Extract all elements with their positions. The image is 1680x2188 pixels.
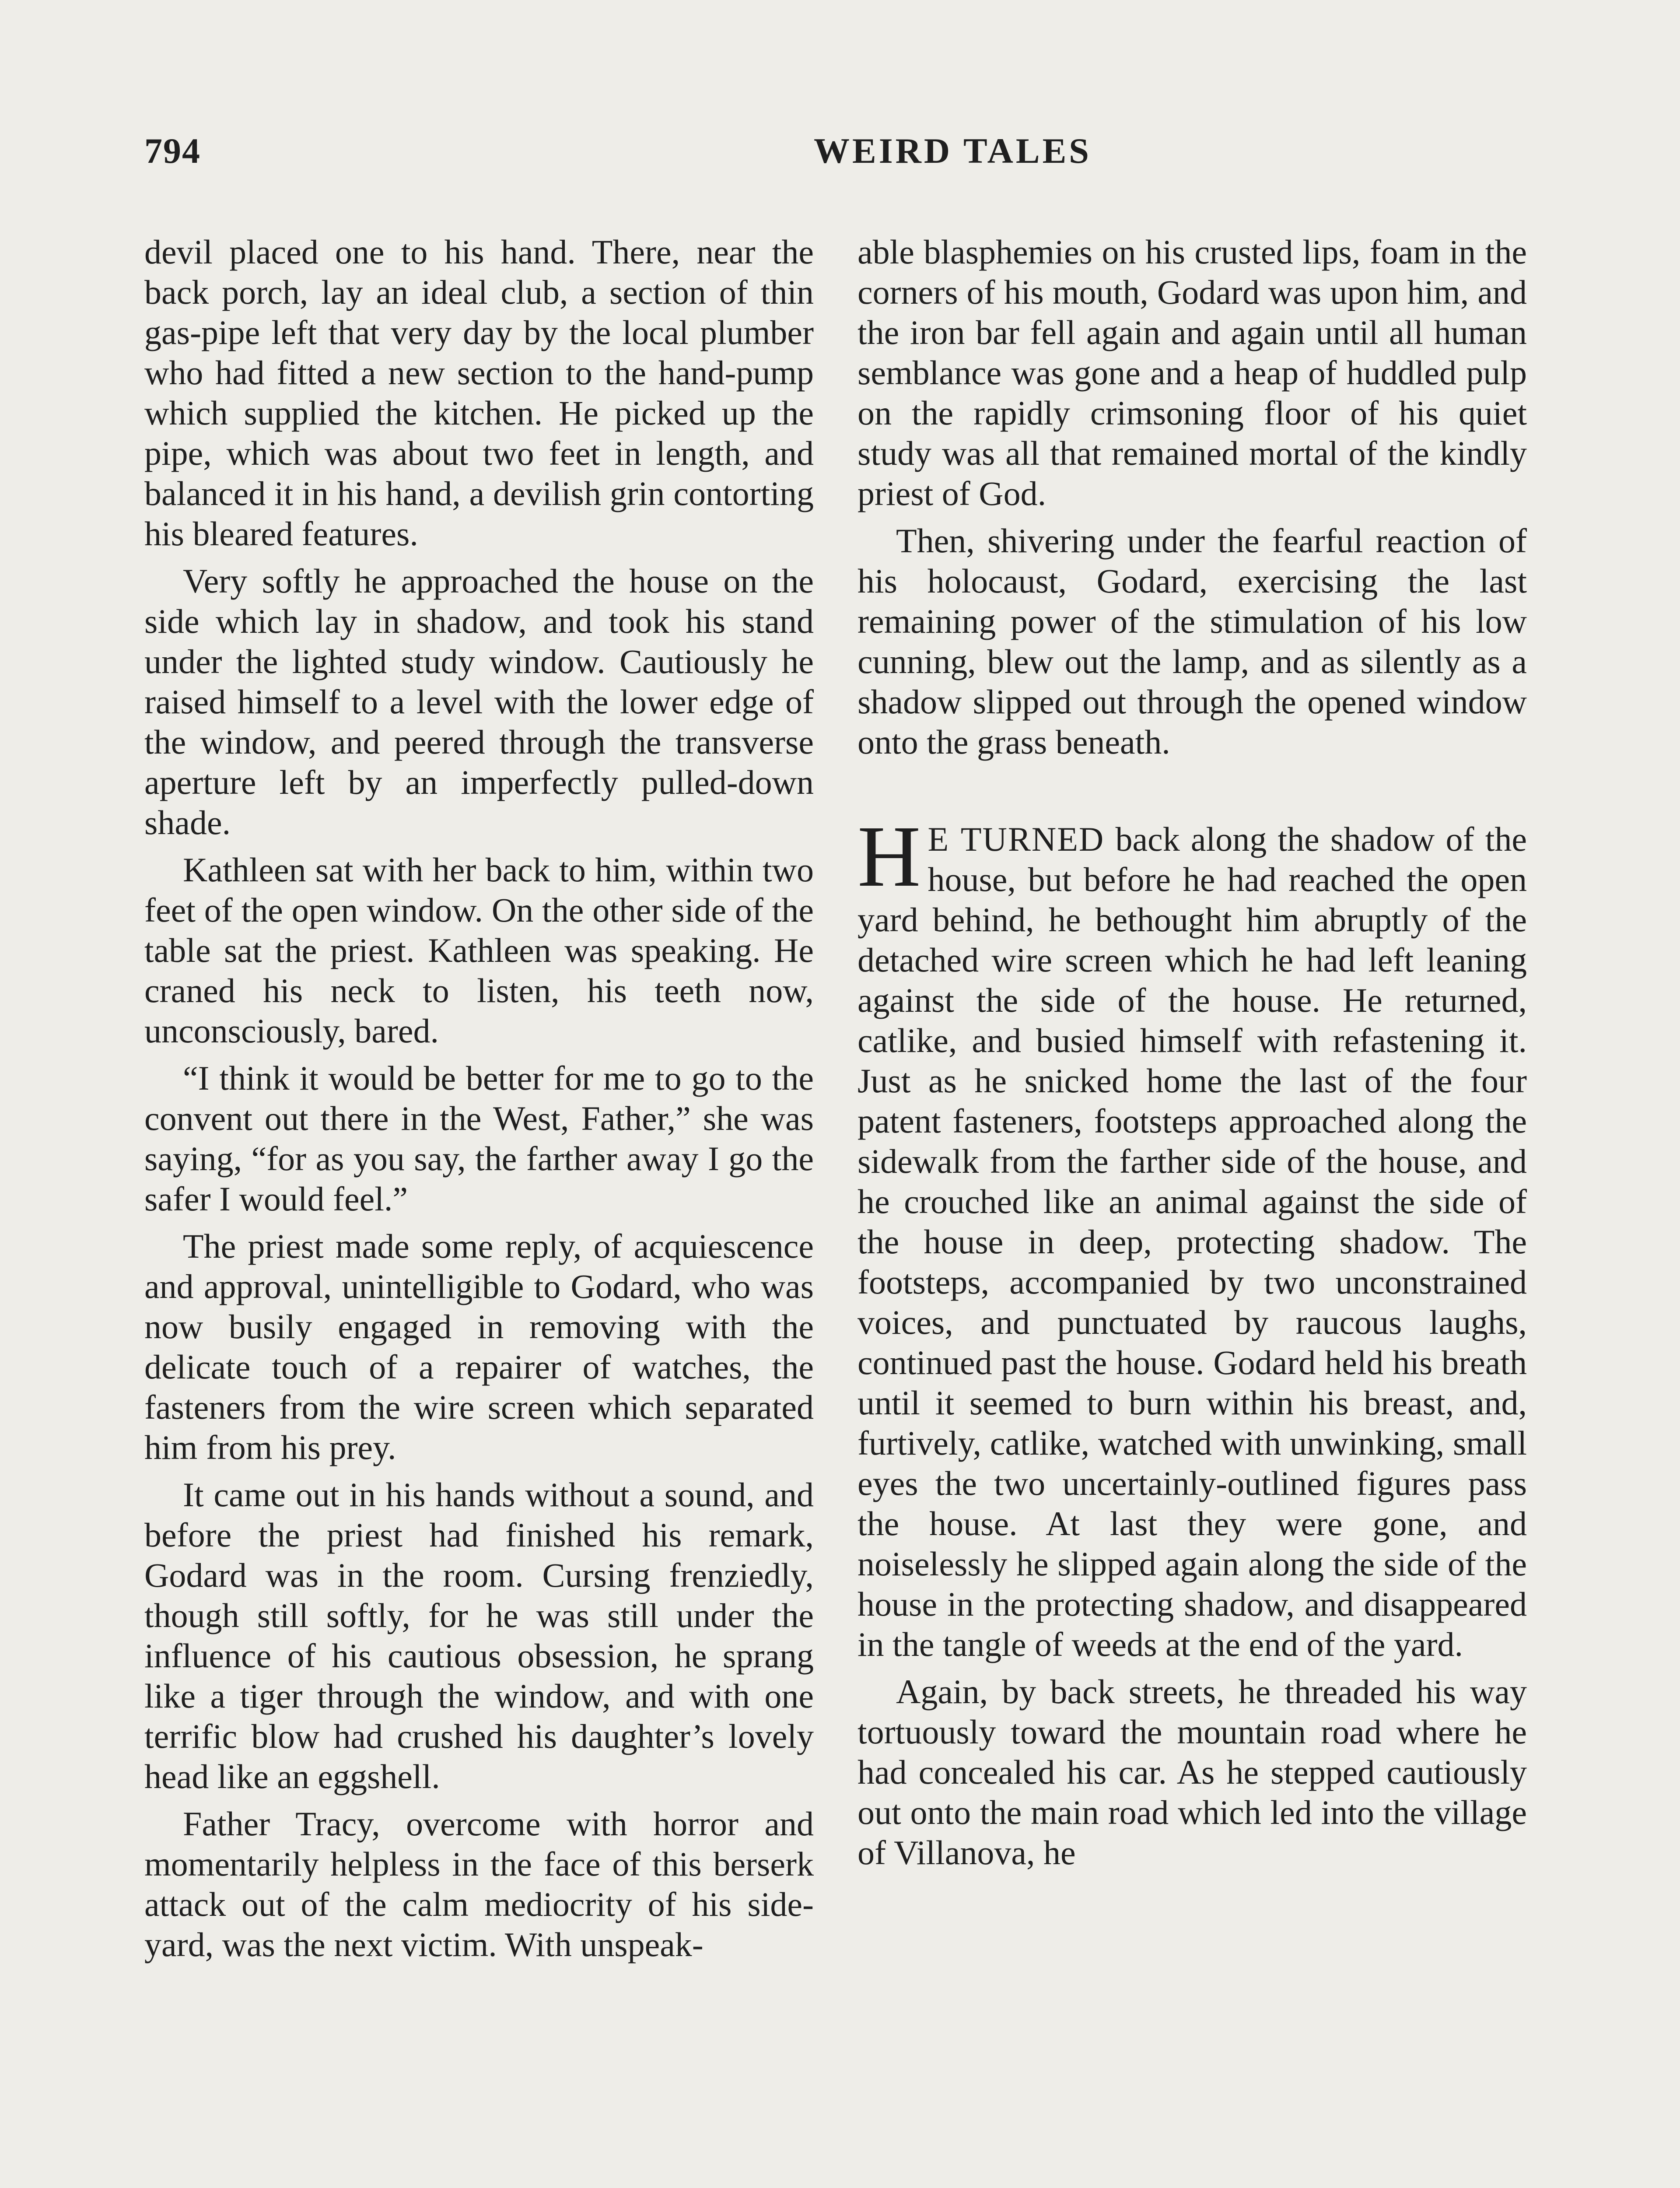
section-break (858, 762, 1527, 819)
paragraph: Father Tracy, overcome with horror and momentarily helpless in the face of this berserk attack out of the calm mediocrity of his side-yard, was the next victim. With unspeak- (144, 1805, 814, 1964)
paragraph: devil placed one to his hand. There, near the back porch, lay an ideal club, a section of thin gas-pipe left that very day by the local plumber who had fitted a new section to the hand-pump which supplied the kitchen. He picked up the pipe, which was about two feet in length, and balanced it in his hand, a devilish grin contorting his bleared features. (144, 233, 814, 553)
paragraph: Then, shivering under the fearful reaction of his holocaust, Godard, exercising the last remaining power of the stimulation of his low cunning, blew out the lamp, and as silently as a shadow slipped out through the opened window onto the grass beneath. (858, 522, 1527, 761)
paragraph-text: back along the shadow of the house, but before he had reached the open yard behind, he bethought him abruptly of the detached wire screen which he had left leaning against the side of the house. He returned, catlike, and busied himself with refastening it. Just as he snicked home the last of the four patent fasteners, footsteps approached along the sidewalk from the farther side of the house, and he crouched like an animal against the side of the house in deep, protecting shadow. The footsteps, accompanied by two unconstrained voices, and punctuated by raucous laughs, continued past the house. Godard held his breath until it seemed to burn within his breast, and, furtively, catlike, watched with unwinking, small eyes the two uncertainly-outlined figures pass the house. At last they were gone, and noiselessly he slipped again along the side of the house in the protecting shadow, and disappeared in the tangle of weeds at the end of the yard. (858, 820, 1527, 1663)
paragraph: able blasphemies on his crusted lips, foam in the corners of his mouth, Godard was upon him, and the iron bar fell again and again until all human semblance was gone and a heap of huddled pulp on the rapidly crimsoning floor of his quiet study was all that remained mortal of the kindly priest of God. (858, 233, 1527, 512)
left-column (144, 232, 814, 1965)
right-column (858, 232, 1527, 1873)
page-header (144, 130, 1536, 183)
paragraph: It came out in his hands without a sound, and before the priest had finished his remark, Godard was in the room. Cursing frenziedly, though still softly, for he was still under the influence of his cautious obsession, he sprang like a tiger through the window, and with one terrific blow had crushed his daughter’s lovely head like an eggshell. (144, 1476, 814, 1795)
small-caps-lead: E TURNED (928, 820, 1105, 858)
section-opening-paragraph (858, 808, 1527, 1665)
paragraph: Kathleen sat with her back to him, within two feet of the open window. On the other side of the table sat the priest. Kathleen was speaking. He craned his neck to listen, his teeth now, unconsciously, bared. (144, 851, 814, 1050)
paragraph: Again, by back streets, he threaded his way tortuously toward the mountain road where he had concealed his car. As he stepped cautiously out onto the main road which led into the village of Villanova, he (858, 1673, 1527, 1872)
paragraph: “I think it would be better for me to go to the convent out there in the West, Father,” she was saying, “for as you say, the farther away I go the safer I would feel.” (144, 1059, 814, 1218)
page-number: 794 (144, 131, 201, 171)
paragraph: The priest made some reply, of acquiescence and approval, unintelligible to Godard, who was now busily engaged in removing with the delicate touch of a repairer of watches, the fasteners from the wire screen which separated him from his prey. (144, 1227, 814, 1466)
running-title: WEIRD TALES (814, 131, 1092, 171)
paragraph: Very softly he approached the house on the side which lay in shadow, and took his stand under the lighted study window. Cautiously he raised himself to a level with the lower edge of the window, and peered through the transverse aperture left by an imperfectly pulled-down shade. (144, 562, 814, 842)
drop-cap: H (858, 808, 921, 905)
